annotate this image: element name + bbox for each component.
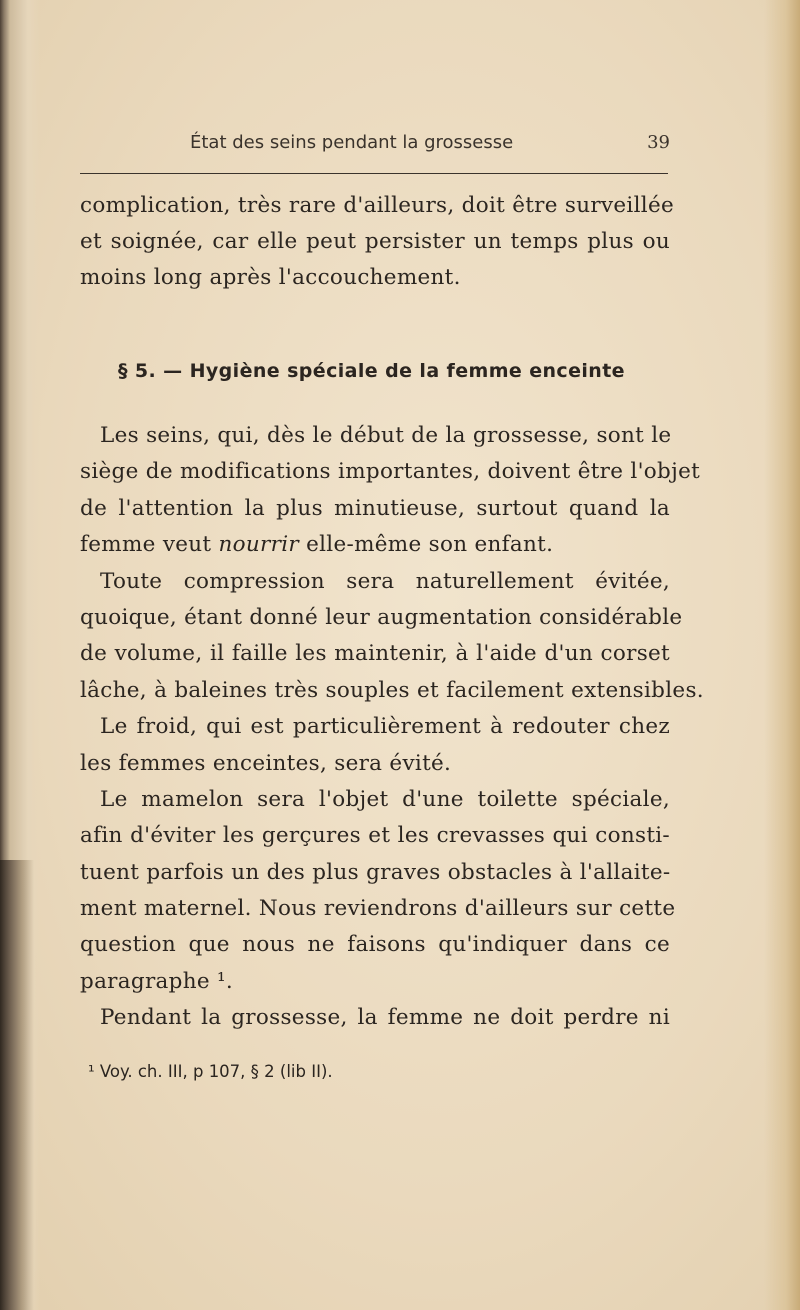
text-fragment: elle-même son enfant. xyxy=(298,532,554,558)
italic-word: nourrir xyxy=(218,532,299,558)
intro-paragraph xyxy=(80,188,674,296)
text-line: afin d'éviter les gerçures et les crevasses qui consti- xyxy=(80,823,670,849)
text-line: Toute compression sera naturellement évitée, xyxy=(100,568,670,594)
text-line: siège de modifications importantes, doivent être l'objet xyxy=(80,459,701,485)
text-line: de l'attention la plus minutieuse, surtout quand la xyxy=(80,495,670,521)
text-line: complication, très rare d'ailleurs, doit être surveillée xyxy=(80,193,674,218)
text-line: Le froid, qui est particulièrement à redouter chez xyxy=(100,714,670,740)
header-rule xyxy=(80,173,668,174)
page-edge-right xyxy=(764,0,800,1310)
text-line: tuent parfois un des plus graves obstacles à l'allaite- xyxy=(80,859,671,885)
text-line: Le mamelon sera l'objet d'une toilette spéciale, xyxy=(100,786,670,812)
text-line: les femmes enceintes, sera évité. xyxy=(80,750,452,776)
page-edge-dark xyxy=(0,860,34,1310)
text-line: lâche, à baleines très souples et facilement extensibles. xyxy=(80,677,704,703)
running-head xyxy=(80,128,670,158)
footnote: ¹ Voy. ch. III, p 107, § 2 (lib II). xyxy=(88,1062,333,1081)
text-line-italic xyxy=(80,527,670,563)
section-heading: § 5. — Hygiène spéciale de la femme enceinte xyxy=(118,360,625,382)
page-number: 39 xyxy=(647,132,670,153)
running-title: État des seins pendant la grossesse xyxy=(190,132,514,153)
text-line: question que nous ne faisons qu'indiquer dans ce xyxy=(80,932,670,958)
text-line: et soignée, car elle peut persister un temps plus ou xyxy=(80,229,670,254)
text-line: paragraphe ¹. xyxy=(80,968,234,994)
text-line: moins long après l'accouchement. xyxy=(80,265,461,290)
text-line: de volume, il faille les maintenir, à l'aide d'un corset xyxy=(80,641,670,667)
text-fragment: femme veut xyxy=(80,532,219,558)
text-line: Pendant la grossesse, la femme ne doit perdre ni xyxy=(100,1005,670,1031)
text-line: Les seins, qui, dès le début de la grossesse, sont le xyxy=(100,423,672,448)
text-line: ment maternel. Nous reviendrons d'ailleurs sur cette xyxy=(80,896,676,922)
section-body xyxy=(80,418,704,1037)
text-line: quoique, étant donné leur augmentation considérable xyxy=(80,604,683,630)
